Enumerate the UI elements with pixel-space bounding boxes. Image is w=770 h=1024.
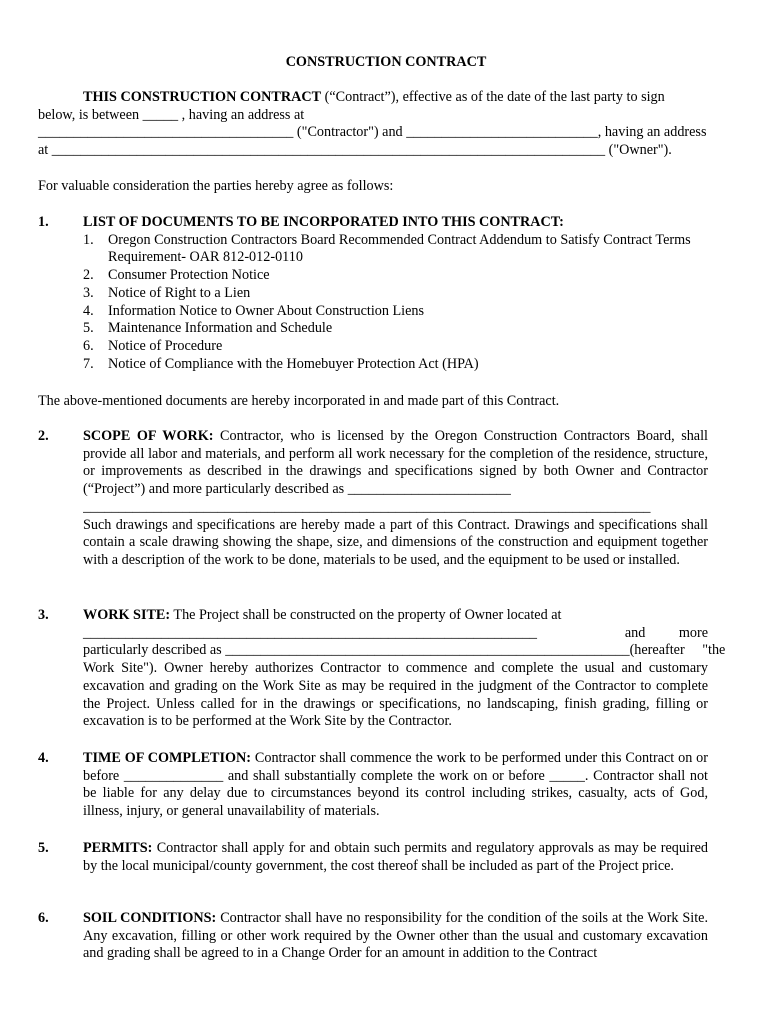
- section-6-text: Contractor shall have no responsibility for the condition of the soils at the Work Site. Any excavation, filling or other work required by the Owner other than the usual and customary excavation and grading shall be agreed to in a Change Order for an amount in addition to the Contract: [83, 910, 708, 962]
- work-site-line-3: particularly described as _________________________________________________________ (hereafter "the: [83, 642, 726, 659]
- list-item: 6. Notice of Procedure: [83, 337, 223, 354]
- section-2-text-2: Such drawings and specifications are hereby made a part of this Contract. Drawings and specifications shall contain a scale drawing showing the shape, size, and dimensions of the construction and equipment together with a description of the work to be done, materials to be used, and the equipment to be used or installed.: [83, 516, 708, 568]
- section-3-text: Work Site"). Owner hereby authorizes Contractor to commence and complete the usual and customary excavation and grading on the Work Site as may be required in the judgment of the Contractor to complete the Project. Unless called for in the drawings or specifications, no landscaping, finish grading, filling or excavation is to be performed at the Work Site by the Contractor.: [83, 660, 708, 730]
- consideration-text: For valuable consideration the parties hereby agree as follows:: [38, 178, 394, 194]
- section-4-heading: TIME OF COMPLETION:: [83, 750, 252, 766]
- section-5-heading: PERMITS:: [83, 840, 153, 856]
- intro-lead: THIS CONSTRUCTION CONTRACT: [83, 89, 322, 105]
- list-item: 2. Consumer Protection Notice: [83, 267, 270, 284]
- section-1-heading: LIST OF DOCUMENTS TO BE INCORPORATED INTO THIS CONTRACT:: [83, 214, 564, 230]
- section-2-text: Contractor, who is licensed by the Oregon Construction Contractors Board, shall provide all labor and materials, and perform all work necessary for the completion of the residence, structure, or improvements as described in the drawings and specifications signed by both Owner and Contractor (“Project”) and more particularly described as _______________________: [83, 428, 708, 498]
- section-3-heading: WORK SITE:: [83, 607, 171, 623]
- intro-paragraph: [38, 89, 734, 160]
- document-page: CONSTRUCTION CONTRACT THIS CONSTRUCTION CONTRACT (“Contract”), effective as of the date of the last party to sign below, is between _____ , having an address at ____________________________________ ("Contractor") and ___________________________, having an address at ______________________________________________________________________________ ("Owner"). For valuable consideration the parties hereby agree as follows: 1. LIST OF DOCUMENTS TO BE INCORPORATED INTO THIS CONTRACT: 1. Oregon Construction Contractors Board Recommended Contract Addendum to Satisfy Contract Terms Requirement- OAR 812-012-0110 2. Consumer Protection Notice 3. Notice of Right to a Lien 4. Information Notice to Owner About Construction Liens 5. Maintenance Information and Schedule 6. Notice of Procedure 7. Notice of Compliance with the Homebuyer Protection Act (HPA) The above-mentioned documents are hereby incorporated in and made part of this Contract. 2. SCOPE OF WORK: Contractor, who is licensed by the Oregon Construction Contractors Board, shall provide all labor and materials, and perform all work necessary for the completion of the residence, structure, or improvements as described in the drawings and specifications signed by both Owner and Contractor (“Project”) and more particularly described as _______________________ ________________________________________________________________________________ Such drawings and specifications are hereby made a part of this Contract. Drawings and specifications shall contain a scale drawing showing the shape, size, and dimensions of the construction and equipment together with a description of the work to be done, materials to be used, and the equipment to be used or installed. 3. WORK SITE: The Project shall be constructed on the property of Owner located at ________________________________________________________________ and more particularly described as _________________________________________________________ (hereafter "the Work Site"). Owner hereby authorizes Contractor to commence and complete the usual and customary excavation and grading on the Work Site as may be required in the judgment of the Contractor to complete the Project. Unless called for in the drawings or specifications, no landscaping, finish grading, filling or excavation is to be performed at the Work Site by the Contractor. 4. TIME OF COMPLETION: Contractor shall commence the work to be performed under this Contract on or before ______________ and shall substantially complete the work on or before _____. Contractor shall not be liable for any delay due to circumstances beyond its control including strikes, casualty, acts of God, illness, injury, or general unavailability of materials. 5. PERMITS: Contractor shall apply for and obtain such permits and regulatory approvals as may be required by the local municipal/county government, the cost thereof shall be included as part of the Project price. 6. SOIL CONDITIONS: Contractor shall have no responsibility for the condition of the soils at the Work Site. Any excavation, filling or other work required by the Owner other than the usual and customary excavation and grading shall be agreed to in a Change Order for an amount in addition to the Contract: [0, 0, 770, 1024]
- intro-line-1: THIS CONSTRUCTION CONTRACT (“Contract”), effective as of the date of the last party to sign: [83, 89, 665, 105]
- section-2-number: 2.: [38, 428, 49, 444]
- list-item: 4. Information Notice to Owner About Construction Liens: [83, 302, 425, 319]
- work-site-line-2: ________________________________________________________________ and more: [83, 624, 708, 641]
- list-item: 1. Oregon Construction Contractors Board Recommended Contract Addendum to Satisfy Contract Terms Requirement- OAR 812-012-0110: [83, 231, 691, 266]
- document-title: CONSTRUCTION CONTRACT: [285, 54, 487, 70]
- document-list: [83, 232, 770, 374]
- section-3-number: 3.: [38, 607, 49, 623]
- section-4-text: Contractor shall commence the work to be performed under this Contract on or before ______________ and shall substantially complete the work on or before _____. Contractor shall not be liable for any delay due to circumstances beyond its control including strikes, casualty, acts of God, illness, injury, or general unavailability of materials.: [83, 750, 708, 820]
- scope-blank-line: ________________________________________________________________________________: [83, 498, 651, 515]
- list-item: 3. Notice of Right to a Lien: [83, 284, 251, 301]
- section-5-number: 5.: [38, 840, 49, 856]
- incorporation-text: The above-mentioned documents are hereby incorporated in and made part of this Contract.: [38, 393, 560, 409]
- section-4-number: 4.: [38, 750, 49, 766]
- intro-line-4: at ______________________________________________________________________________ ("Owner").: [38, 142, 672, 159]
- list-item: 7. Notice of Compliance with the Homebuyer Protection Act (HPA): [83, 355, 479, 372]
- intro-line-3: ____________________________________ ("Contractor") and ___________________________, having an address: [38, 124, 707, 141]
- section-5-text: Contractor shall apply for and obtain such permits and regulatory approvals as may be required by the local municipal/county government, the cost thereof shall be included as part of the Project price.: [83, 840, 708, 874]
- section-1-number: 1.: [38, 214, 49, 230]
- section-6-heading: SOIL CONDITIONS:: [83, 910, 217, 926]
- section-6-number: 6.: [38, 910, 49, 926]
- list-item: 5. Maintenance Information and Schedule: [83, 320, 333, 337]
- section-2-heading: SCOPE OF WORK:: [83, 428, 214, 444]
- intro-line-2: below, is between _____ , having an address at: [38, 106, 305, 123]
